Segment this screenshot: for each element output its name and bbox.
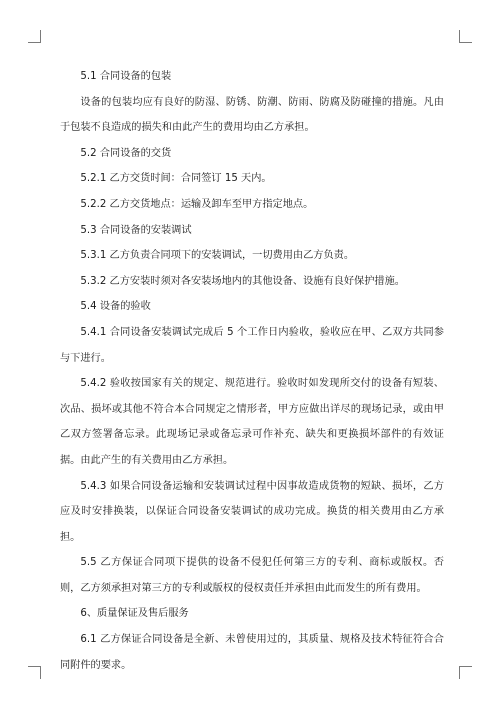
clause-5-5: 5.5 乙方保证合同项下提供的设备不侵犯任何第三方的专利、商标或版权。否则，乙方须承担对第三方的专利或版权的侵权责任并承担由此而发生的所有费用。 [60, 557, 444, 594]
clause-5-2-1: 5.2.1 乙方交货时间：合同签订 15 天内。 [80, 173, 272, 185]
crop-mark-bottom-right [459, 666, 472, 679]
paragraph-packaging: 设备的包装均应有良好的防湿、防锈、防潮、防雨、防腐及防碰撞的措施。凡由于包装不良造成的损失和由此产生的费用均由乙方承担。 [60, 96, 444, 134]
heading-5-2: 5.2 合同设备的交货 [80, 147, 172, 159]
crop-mark-top-left [28, 30, 41, 43]
heading-5-1: 5.1 合同设备的包装 [80, 71, 172, 82]
document-body [60, 64, 444, 678]
crop-mark-top-right [459, 30, 472, 43]
clause-5-4-2: 5.4.2 验收按国家有关的规定、规范进行。验收时如发现所交付的设备有短装、次品、损坏或其他不符合本合同规定之情形者，甲方应做出详尽的现场记录，或由甲乙双方签署备忘录。此现场记录或备忘录可作补充、缺失和更换损坏部件的有效证据。由此产生的有关费用由乙方承担。 [60, 378, 444, 466]
clause-6-1: 6.1 乙方保证合同设备是全新、未曾使用过的，其质量、规格及技术特征符合合同附件的要求。 [60, 634, 444, 671]
clause-5-2-2: 5.2.2 乙方交货地点：运输及卸车至甲方指定地点。 [80, 198, 314, 210]
clause-5-4-3: 5.4.3 如果合同设备运输和安装调试过程中因事故造成货物的短缺、损坏，乙方应及时安排换装，以保证合同设备安装调试的成功完成。换货的相关费用由乙方承担。 [60, 480, 444, 543]
heading-5-4: 5.4 设备的验收 [80, 301, 151, 313]
crop-mark-bottom-left [28, 666, 41, 679]
clause-5-3-1: 5.3.1 乙方负责合同项下的安装调试，一切费用由乙方负责。 [80, 250, 355, 262]
heading-5-3: 5.3 合同设备的安装调试 [80, 224, 192, 236]
heading-6: 6、质量保证及售后服务 [80, 608, 189, 620]
clause-5-3-2: 5.3.2 乙方安装时须对各安装场地内的其他设备、设施有良好保护措施。 [80, 275, 405, 287]
clause-5-4-1: 5.4.1 合同设备安装调试完成后 5 个工作日内验收，验收应在甲、乙双方共同参与下进行。 [60, 326, 444, 364]
